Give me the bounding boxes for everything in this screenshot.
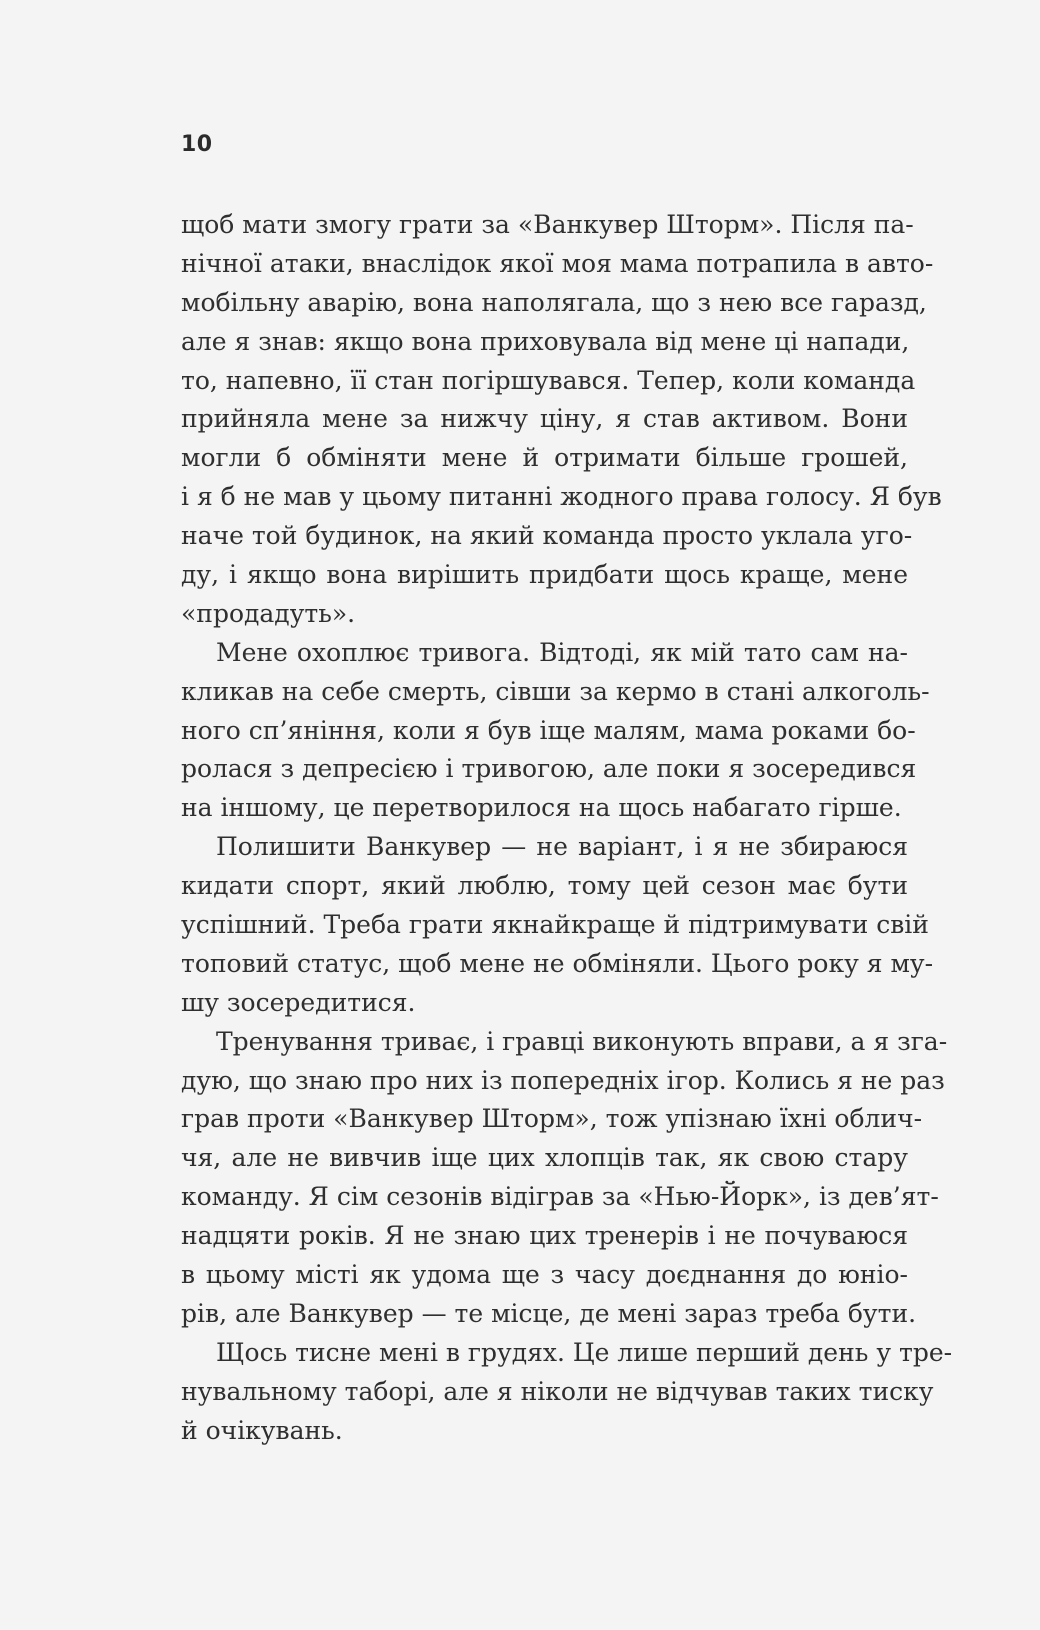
text-line: кидати спорт, який люблю, тому цей сезон має бути [181, 871, 908, 901]
text-line: могли б обміняти мене й отримати більше грошей, [181, 443, 908, 473]
text-line: й очікувань. [181, 1415, 343, 1445]
text-line: ролася з депресією і тривогою, але поки я зосередився [181, 754, 917, 784]
text-line: чя, але не вивчив іще цих хлопців так, як свою стару [181, 1143, 908, 1173]
text-line: Тренування триває, і гравці виконують вправи, а я зга- [216, 1026, 948, 1056]
text-line: кликав на себе смерть, сівши за кермо в стані алкоголь- [181, 676, 930, 706]
page-number: 10 [181, 132, 213, 157]
text-line: на іншому, це перетворилося на щось набагато гірше. [181, 793, 902, 823]
text-line: Полишити Ванкувер — не варіант, і я не збираюся [216, 832, 908, 862]
text-line: наче той будинок, на який команда просто уклала уго- [181, 521, 913, 551]
text-line: грав проти «Ванкувер Шторм», тож упізнаю їхні облич- [181, 1104, 923, 1134]
text-line: топовий статус, щоб мене не обміняли. Цього року я му- [181, 948, 934, 978]
text-line: надцяти років. Я не знаю цих тренерів і не почуваюся [181, 1221, 908, 1251]
text-line: «продадуть». [181, 598, 356, 628]
text-line: команду. Я сім сезонів відіграв за «Нью-Йорк», із дев’ят- [181, 1182, 939, 1212]
text-line: прийняла мене за нижчу ціну, я став активом. Вони [181, 404, 908, 434]
text-line: Щось тисне мені в грудях. Це лише перший день у тре- [216, 1337, 953, 1367]
text-line: дую, що знаю про них із попередніх ігор. Колись я не раз [181, 1065, 945, 1095]
text-line: нувальному таборі, але я ніколи не відчував таких тиску [181, 1376, 934, 1406]
text-line: і я б не мав у цьому питанні жодного права голосу. Я був [181, 482, 942, 512]
text-line: ного сп’яніння, коли я був іще малям, мама роками бо- [181, 715, 916, 745]
body-text [181, 206, 953, 1451]
text-line: рів, але Ванкувер — те місце, де мені зараз треба бути. [181, 1298, 917, 1328]
text-line: мобільну аварію, вона наполягала, що з нею все гаразд, [181, 287, 927, 317]
text-line: шу зосередитися. [181, 987, 416, 1017]
text-line: ду, і якщо вона вирішить придбати щось краще, мене [181, 560, 908, 590]
text-line: то, напевно, її стан погіршувався. Тепер, коли команда [181, 365, 916, 395]
text-line: нічної атаки, внаслідок якої моя мама потрапила в авто- [181, 248, 934, 278]
text-line: Мене охоплює тривога. Відтоді, як мій тато сам на- [216, 637, 908, 667]
text-line: успішний. Треба грати якнайкраще й підтримувати свій [181, 910, 929, 940]
text-line: але я знав: якщо вона приховувала від мене ці напади, [181, 326, 910, 356]
text-line: в цьому місті як удома ще з часу доєднання до юніо- [181, 1260, 908, 1290]
text-line: щоб мати змогу грати за «Ванкувер Шторм». Після па- [181, 210, 914, 239]
